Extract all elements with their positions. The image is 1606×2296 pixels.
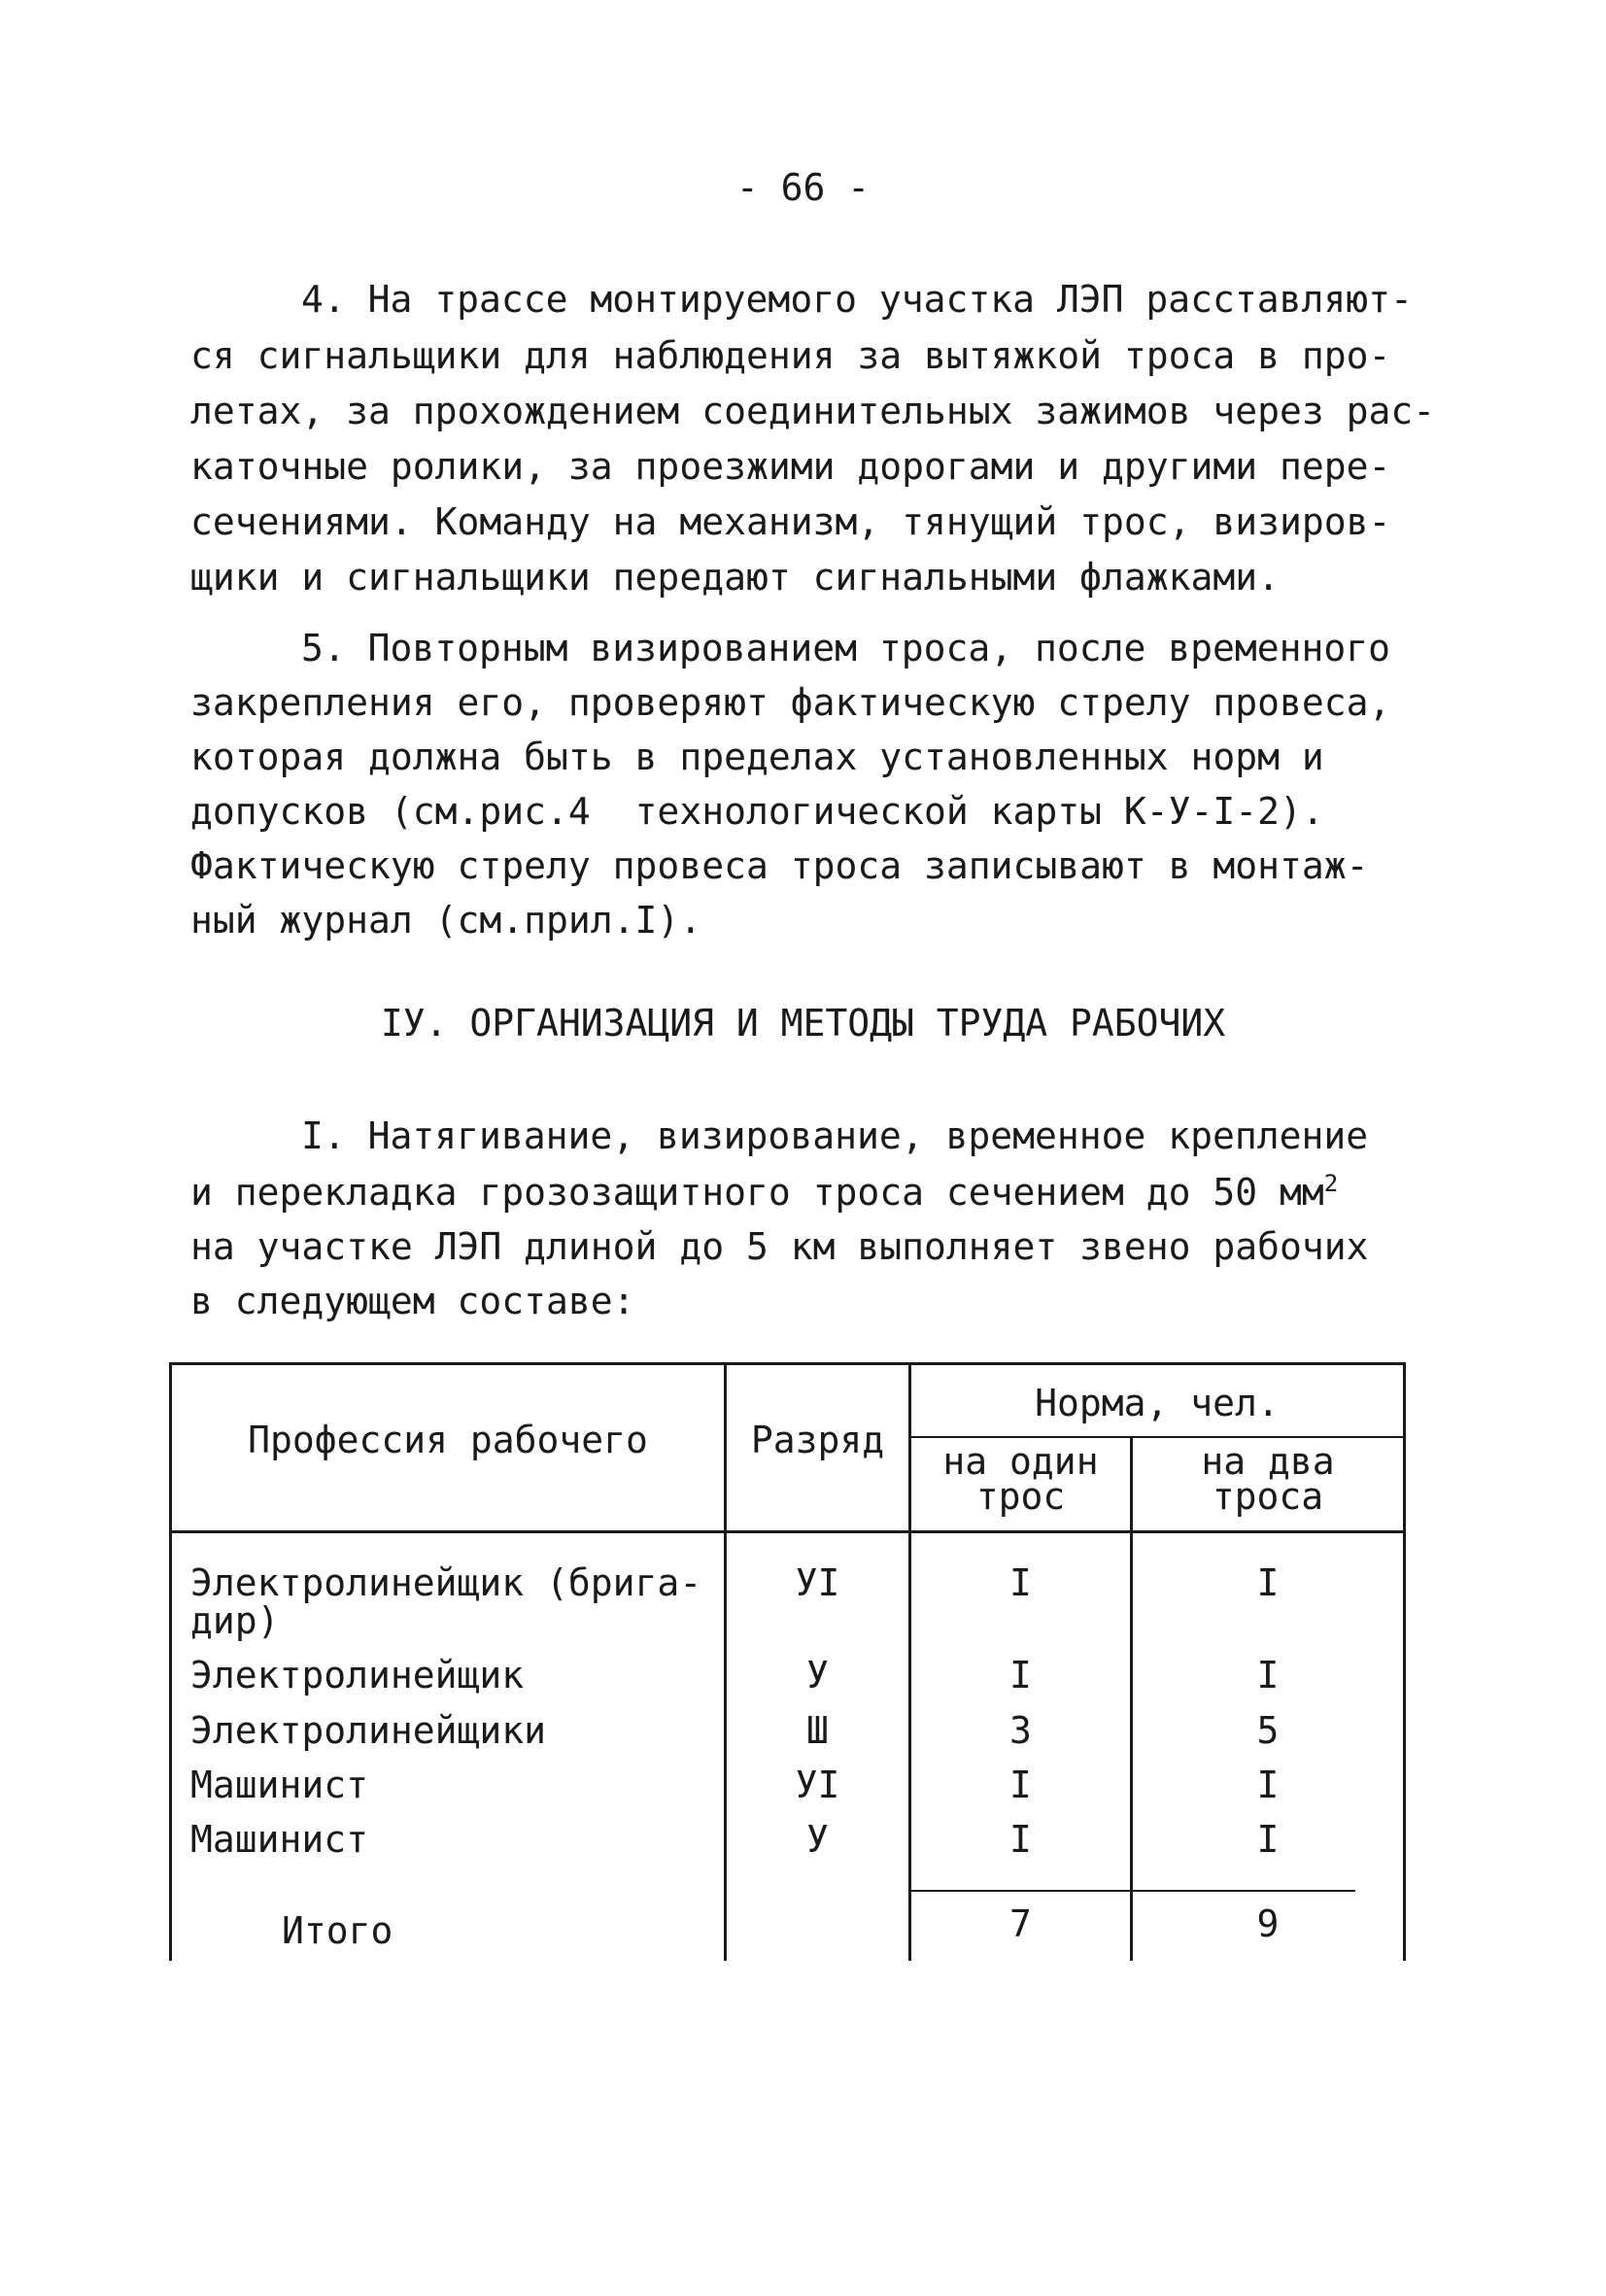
paragraph-5-line-2: закрепления его, проверяют фактическую стрелу провеса,: [190, 681, 1391, 724]
paragraph-5-line-5: Фактическую стрелу провеса троса записывают в монтаж-: [190, 844, 1369, 887]
paragraph-I-line-4: в следующем составе:: [190, 1280, 635, 1322]
paragraph-4-line-6: щики и сигнальщики передают сигнальными флажками.: [190, 556, 1281, 599]
paragraph-I-line-3: на участке ЛЭП длиной до 5 км выполняет звено рабочих: [190, 1225, 1369, 1268]
total-one-cable: 7: [1009, 1902, 1032, 1945]
header-profession: Профессия рабочего: [248, 1419, 648, 1461]
row-5-profession: Машинист: [190, 1818, 369, 1861]
paragraph-I-line-2-text: и перекладка грозозащитного троса сечением до 50 мм: [190, 1171, 1324, 1214]
table-header-bottom-border: [169, 1530, 1405, 1533]
paragraph-5-line-6: ный журнал (см.прил.I).: [190, 899, 702, 942]
table-right-border: [1403, 1362, 1406, 1961]
row-3-two-cables: 5: [1256, 1709, 1280, 1752]
row-3-profession: Электролинейщики: [190, 1709, 547, 1752]
header-two-cables-line-2: троса: [1212, 1475, 1324, 1518]
paragraph-I-line-2: [190, 1170, 1338, 1215]
header-one-cable-line-2: трос: [975, 1475, 1066, 1518]
row-5-grade: У: [806, 1818, 829, 1861]
row-4-two-cables: I: [1256, 1764, 1280, 1806]
row-1-two-cables: I: [1256, 1561, 1280, 1604]
total-label: Итого: [282, 1909, 393, 1952]
paragraph-4-line-4: каточные ролики, за проезжими дорогами и другими пере-: [190, 445, 1391, 488]
row-4-profession: Машинист: [190, 1764, 369, 1806]
row-1-grade: УI: [795, 1561, 840, 1604]
paragraph-4-line-3: летах, за прохождением соединительных зажимов через рас-: [190, 390, 1436, 432]
paragraph-5-line-1: 5. Повторным визированием троса, после временного: [301, 627, 1391, 669]
row-1-profession-cont: дир): [190, 1599, 280, 1642]
table-norm-divider: [908, 1436, 1405, 1438]
row-5-one-cable: I: [1009, 1818, 1032, 1861]
paragraph-5-line-4: допусков (см.рис.4 технологической карты К-У-I-2).: [190, 790, 1324, 833]
section-heading: IУ. ОРГАНИЗАЦИЯ И МЕТОДЫ ТРУДА РАБОЧИХ: [380, 1002, 1226, 1045]
row-5-two-cables: I: [1256, 1818, 1280, 1861]
row-2-profession: Электролинейщик: [190, 1654, 525, 1696]
header-grade: Разряд: [750, 1419, 885, 1461]
header-one-cable-line-1: на один: [942, 1440, 1099, 1483]
header-norm: Норма, чел.: [1035, 1382, 1280, 1424]
total-two-cables: 9: [1256, 1902, 1280, 1945]
row-2-two-cables: I: [1256, 1654, 1280, 1696]
paragraph-4-line-2: ся сигнальщики для наблюдения за вытяжкой троса в про-: [190, 334, 1391, 377]
row-3-grade: Ш: [806, 1709, 829, 1752]
superscript-2: 2: [1323, 1170, 1339, 1197]
paragraph-4-line-1: 4. На трассе монтируемого участка ЛЭП расставляют-: [301, 278, 1413, 321]
row-2-one-cable: I: [1009, 1654, 1032, 1696]
header-two-cables-line-1: на два: [1201, 1440, 1335, 1483]
row-1-profession: Электролинейщик (бригa-: [190, 1561, 702, 1604]
row-3-one-cable: 3: [1009, 1709, 1032, 1752]
row-1-one-cable: I: [1009, 1561, 1032, 1604]
row-2-grade: У: [806, 1654, 829, 1696]
paragraph-I-line-1: I. Натягивание, визирование, временное крепление: [301, 1114, 1369, 1157]
page-number: - 66 -: [735, 166, 871, 209]
row-4-grade: УI: [795, 1764, 840, 1806]
paragraph-4-line-5: сечениями. Команду на механизм, тянущий трос, визиров-: [190, 500, 1391, 543]
row-4-one-cable: I: [1009, 1764, 1032, 1806]
table-top-border: [169, 1362, 1405, 1365]
paragraph-5-line-3: которая должна быть в пределах установленных норм и: [190, 736, 1324, 778]
